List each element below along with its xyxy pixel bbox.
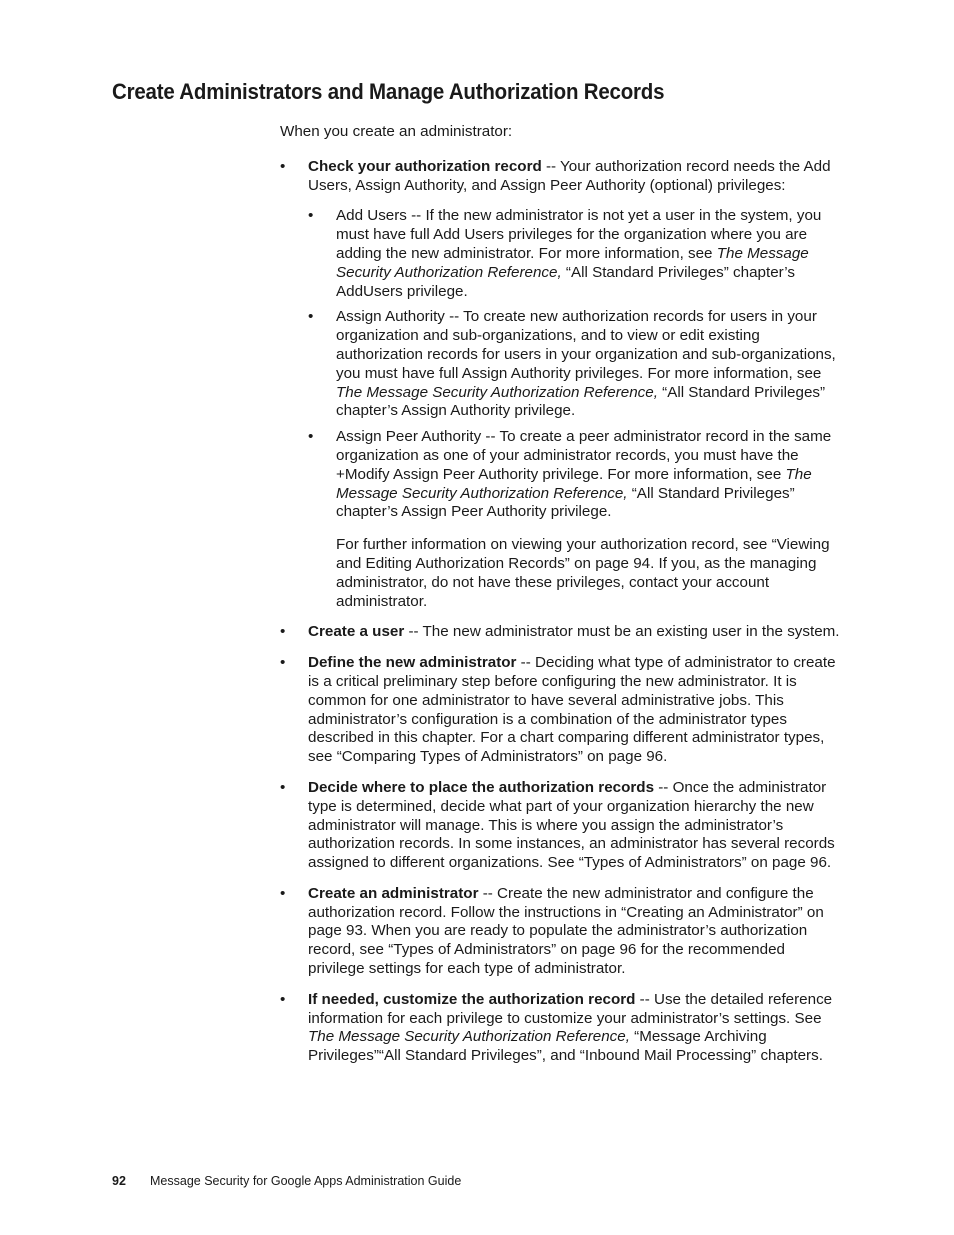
bullet-icon: • [280, 884, 286, 902]
subitem-add-users [308, 207, 840, 301]
follow-up-paragraph: For further information on viewing your authorization record, see “Viewing and Editing Authorization Records” on page 94. If you, as the managing administrator, do not have these privileges, contact your account administrator. [336, 536, 830, 610]
bullet-icon: • [280, 778, 286, 796]
list-item-create-user [280, 623, 840, 642]
page-footer [112, 1174, 461, 1188]
item-term: Decide where to place the authorization records [308, 778, 655, 796]
bullet-icon: • [280, 623, 286, 641]
list-item-place-records [280, 779, 840, 873]
subitem-after: “All Standard Privileges” chapter’s Assign Authority privilege. [336, 383, 826, 420]
bullet-icon: • [308, 308, 314, 326]
subitem-after: “All Standard Privileges” chapter’s AddUsers privilege. [336, 263, 795, 300]
reference-title: The Message Security Authorization Reference, [336, 383, 658, 401]
item-term: Check your authorization record [308, 157, 542, 175]
reference-title: The Message Security Authorization Reference, [308, 1028, 630, 1046]
subitem-text: Add Users -- If the new administrator is not yet a user in the system, you must have full Add Users privileges for the organization where you are adding the new administrator. For more information, see [336, 207, 822, 262]
item-text: -- Once the administrator type is determined, decide what part of your organization hierarchy the new administrator will manage. This is where you assign the administrator’s authorization records. In some instances, an administrator has several records assigned to different organizations. See “Types of Administrators” on page 96. [308, 778, 835, 872]
subitem-after: “All Standard Privileges” chapter’s Assign Peer Authority privilege. [336, 484, 795, 521]
bullet-icon: • [308, 428, 314, 446]
item-text: -- Your authorization record needs the Add Users, Assign Authority, and Assign Peer Authority (optional) privileges: [308, 157, 831, 194]
item-term: Create a user [308, 623, 405, 641]
subitem-assign-peer-authority [308, 428, 840, 522]
bullet-icon: • [280, 990, 286, 1008]
list-item-create-administrator [280, 885, 840, 979]
body-content [280, 123, 840, 1078]
item-term: Define the new administrator [308, 654, 517, 672]
bullet-icon: • [308, 207, 314, 225]
item-term: Create an administrator [308, 884, 479, 902]
reference-title: The Message Security Authorization Reference, [336, 465, 812, 502]
intro-paragraph: When you create an administrator: [280, 123, 513, 140]
item-text: -- Use the detailed reference information for each privilege to customize your administrator’s settings. See [308, 990, 833, 1027]
item-text: -- Deciding what type of administrator to create is a critical preliminary step before configuring the new administrator. It is common for one administrator to have several administrative jobs. This administrator’s configuration is a combination of the administrator types described in this chapter. For a chart comparing different administrator types, see “Comparing Types of Administrators” on page 96. [308, 654, 836, 766]
subitem-text: Assign Authority -- To create new authorization records for users in your organization and sub-organizations, and to view or edit existing authorization records for users in your organization and sub-organizations, you must have full Assign Authority privileges. For more information, see [336, 308, 836, 382]
bullet-icon: • [280, 654, 286, 672]
bullet-icon: • [280, 157, 286, 175]
item-after: “Message Archiving Privileges”“All Standard Privileges”, and “Inbound Mail Processing” chapters. [308, 1028, 823, 1065]
privilege-sublist [308, 207, 840, 522]
list-item-check-authorization [280, 158, 840, 612]
reference-title: The Message Security Authorization Reference, [336, 244, 809, 281]
requirements-list [280, 158, 840, 1066]
page-title: Create Administrators and Manage Authorization Records [112, 79, 665, 104]
item-term: If needed, customize the authorization record [308, 990, 636, 1008]
page-number: 92 [112, 1174, 126, 1188]
list-item-define-administrator [280, 654, 840, 767]
subitem-assign-authority [308, 308, 840, 421]
item-text: -- Create the new administrator and configure the authorization record. Follow the instructions in “Creating an Administrator” on page 93. When you are ready to populate the administrator’s authorization record, see “Types of Administrators” on page 96 for the recommended privilege settings for each type of administrator. [308, 884, 824, 978]
list-item-customize-record [280, 991, 840, 1066]
guide-title: Message Security for Google Apps Administration Guide [150, 1174, 462, 1188]
item-text: -- The new administrator must be an existing user in the system. [404, 623, 840, 641]
subitem-text: Assign Peer Authority -- To create a peer administrator record in the same organization as one of your administrator records, you must have the +Modify Assign Peer Authority privilege. For more information, see [336, 428, 832, 483]
